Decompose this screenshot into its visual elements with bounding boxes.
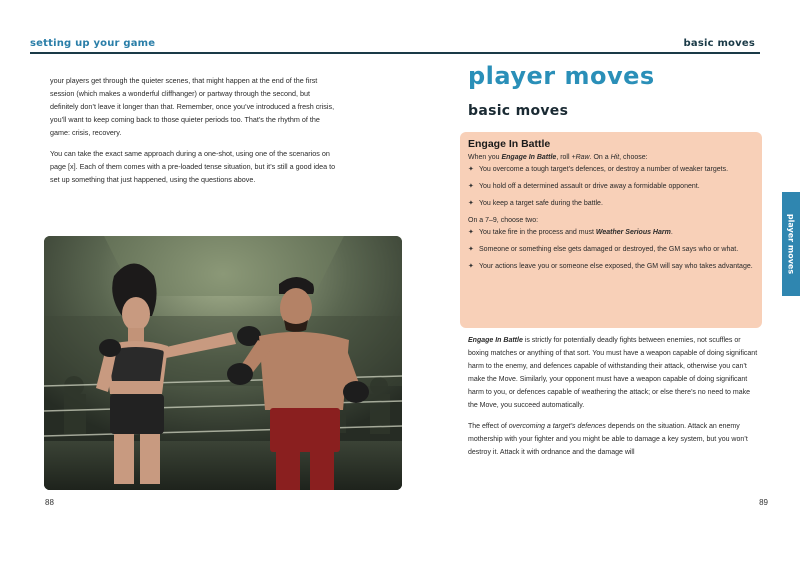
bullet-icon: ✦ (468, 229, 474, 236)
right-body-text (468, 334, 758, 467)
running-head-right: basic moves (683, 38, 755, 49)
list-item: ✦ Your actions leave you or someone else exposed, the GM will say who takes advantage. (468, 261, 754, 273)
paragraph: Engage In Battle is strictly for potentially deadly fights between enemies, not scuffles or boxing matches or anything of that sort. You must have a weapon capable of doing significant harm to the enemy, and defences capable of withstanding their attack, otherwise you can’t make the Move. Similarly, your opponent must have a weapon capable of doing significant harm to you, or defences capable of weathering the attack; or else there’s no need to make the Move, you succeed automatically. (468, 337, 758, 409)
list-item: ✦ You hold off a determined assault or drive away a formidable opponent. (468, 181, 754, 193)
list-item: ✦ You overcome a tough target’s defences, or destroy a number of weaker targets. (468, 164, 754, 176)
header-rule (400, 52, 760, 54)
move-box-engage-in-battle (460, 132, 762, 328)
list-item: ✦ You keep a target safe during the battle. (468, 198, 754, 210)
right-page (400, 0, 800, 563)
left-body-text (50, 74, 338, 194)
bullet-icon: ✦ (468, 246, 474, 253)
list-item: ✦ You take fire in the process and must Weather Serious Harm. (468, 227, 754, 239)
move-trigger: When you Engage In Battle, roll +Raw. On a Hit, choose: (468, 154, 648, 161)
section-title: basic moves (468, 103, 569, 119)
side-tab-player-moves (782, 192, 800, 296)
partial-intro: On a 7–9, choose two: (468, 217, 539, 224)
move-body (468, 152, 754, 273)
header-rule (30, 52, 400, 54)
boxing-illustration-art (44, 236, 402, 490)
bullet-icon: ✦ (468, 200, 474, 207)
running-head-left: setting up your game (30, 38, 156, 49)
page-number-right: 89 (759, 498, 768, 507)
bullet-icon: ✦ (468, 183, 474, 190)
side-tab-label: player moves (786, 213, 796, 275)
paragraph: The effect of overcoming a target’s defences depends on the situation. Attack an enemy mothership with your fighter and you might be able to damage a key system, but you won’t destroy it. Attack it with ordnance and the damage will (468, 423, 748, 456)
chapter-title: player moves (468, 62, 655, 90)
bullet-icon: ✦ (468, 263, 474, 270)
bullet-icon: ✦ (468, 166, 474, 173)
hit-options-list (468, 164, 754, 210)
page-number-left: 88 (45, 498, 54, 507)
paragraph: your players get through the quieter scenes, that might happen at the end of the first session (which makes a wonderful cliffhanger) or partway through the second, but definitely don’t leave it longer than that. Remember, once you’ve introduced a fresh crisis, you’ll want to keep coming back to those quieter periods too. That’s the rhythm of the game: crisis, recovery. (50, 76, 335, 137)
paragraph: You can take the exact same approach during a one-shot, using one of the scenarios on page [x]. Each of them comes with a pre-loaded tense situation, but it’s still a good idea to set up something that just happened, using the questions above. (50, 149, 336, 184)
partial-options-list (468, 227, 754, 273)
boxing-illustration (44, 236, 402, 490)
move-title: Engage In Battle (468, 138, 551, 150)
list-item: ✦ Someone or something else gets damaged or destroyed, the GM says who or what. (468, 244, 754, 256)
